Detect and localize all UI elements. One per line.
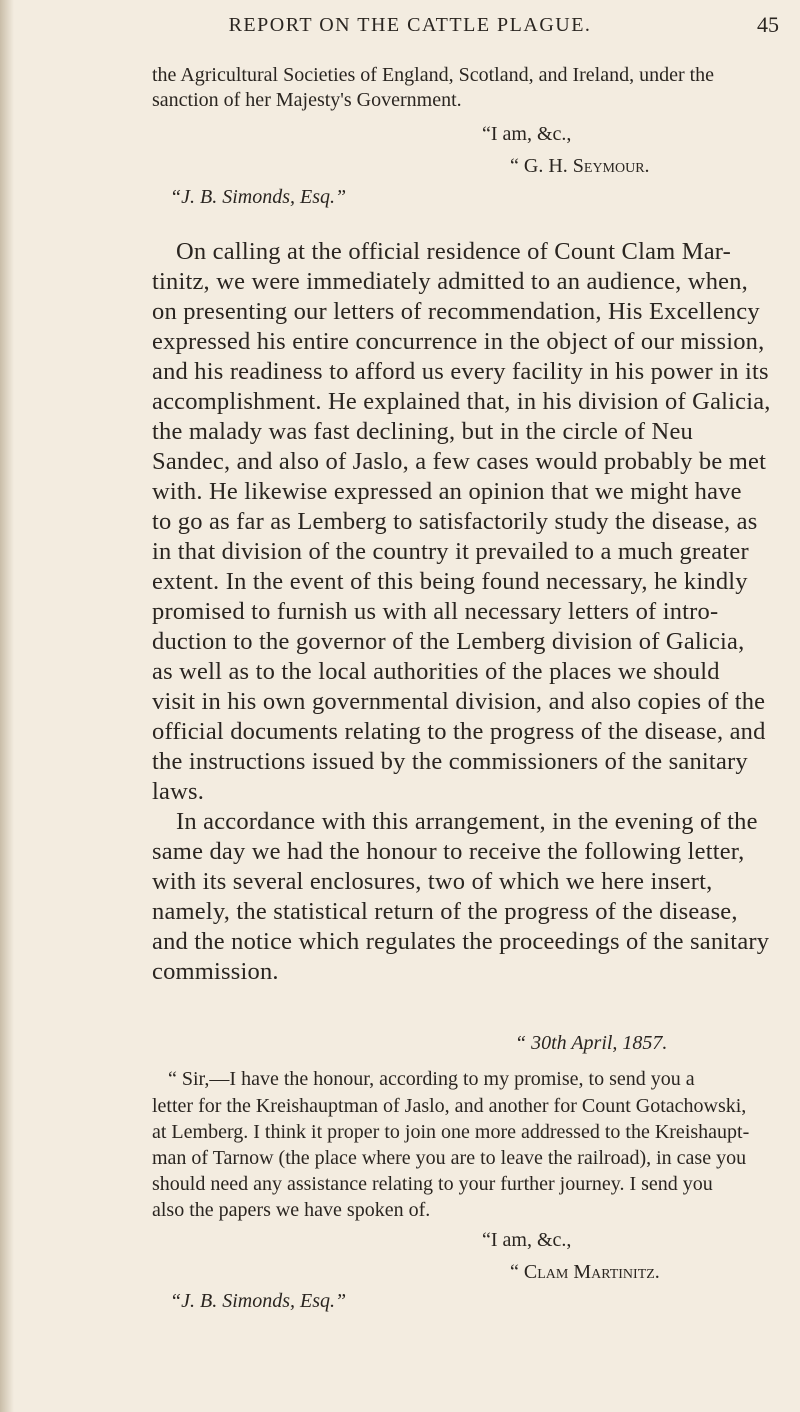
body-line: visit in his own governmental division, and also copies of the <box>152 688 766 715</box>
body-line: in that division of the country it prevailed to a much greater <box>152 538 749 565</box>
letter1-signature: “ G. H. Seymour. <box>510 155 650 177</box>
body-line: In accordance with this arrangement, in the evening of the <box>176 808 758 835</box>
letter2-line: should need any assistance relating to your further journey. I send you <box>152 1173 713 1195</box>
running-header: REPORT ON THE CATTLE PLAGUE. <box>228 14 592 36</box>
letter1-addressee: “J. B. Simonds, Esq.” <box>170 186 347 208</box>
body-line: the malady was fast declining, but in the circle of Neu <box>152 418 693 445</box>
body-line: same day we had the honour to receive the following letter, <box>152 838 745 865</box>
body-line: and the notice which regulates the proceedings of the sanitary <box>152 928 770 955</box>
letter2-closing: “I am, &c., <box>482 1229 572 1251</box>
body-line: Sandec, and also of Jaslo, a few cases would probably be met <box>152 448 767 475</box>
letter2-line: “ Sir,—I have the honour, according to my promise, to send you a <box>168 1068 695 1090</box>
letter2-signature: “ Clam Martinitz. <box>510 1261 660 1283</box>
page-number: 45 <box>757 12 779 37</box>
body-line: promised to furnish us with all necessary letters of intro- <box>152 598 719 625</box>
letter2-line: also the papers we have spoken of. <box>152 1199 431 1221</box>
body-line: commission. <box>152 958 279 985</box>
letter2-line: at Lemberg. I think it proper to join one more addressed to the Kreishaupt- <box>152 1121 750 1143</box>
letter2-line: man of Tarnow (the place where you are to leave the railroad), in case you <box>152 1147 747 1169</box>
body-line: and his readiness to afford us every facility in his power in its <box>152 358 769 385</box>
body-line: to go as far as Lemberg to satisfactorily study the disease, as <box>152 508 758 535</box>
page-gutter-shadow <box>0 0 14 1412</box>
body-line: accomplishment. He explained that, in his division of Galicia, <box>152 388 771 415</box>
letter2-addressee: “J. B. Simonds, Esq.” <box>170 1290 347 1312</box>
body-line: with. He likewise expressed an opinion that we might have <box>152 478 742 505</box>
letter2-date: “ 30th April, 1857. <box>515 1032 668 1054</box>
body-line: namely, the statistical return of the progress of the disease, <box>152 898 738 925</box>
body-line: as well as to the local authorities of the places we should <box>152 658 720 685</box>
body-line: laws. <box>152 778 205 805</box>
body-line: duction to the governor of the Lemberg division of Galicia, <box>152 628 745 655</box>
body-line: with its several enclosures, two of which we here insert, <box>152 868 713 895</box>
body-line: the instructions issued by the commissioners of the sanitary <box>152 748 748 775</box>
letter2-line: letter for the Kreishauptman of Jaslo, and another for Count Gotachowski, <box>152 1095 747 1117</box>
body-line: extent. In the event of this being found necessary, he kindly <box>152 568 748 595</box>
body-line: expressed his entire concurrence in the object of our mission, <box>152 328 765 355</box>
letter1-line: sanction of her Majesty's Government. <box>152 89 462 111</box>
letter1-line: the Agricultural Societies of England, Scotland, and Ireland, under the <box>152 64 715 86</box>
body-line: official documents relating to the progress of the disease, and <box>152 718 766 745</box>
letter1-closing: “I am, &c., <box>482 123 572 145</box>
body-line: tinitz, we were immediately admitted to an audience, when, <box>152 268 748 295</box>
body-line: On calling at the official residence of Count Clam Mar- <box>176 238 732 265</box>
body-line: on presenting our letters of recommendation, His Excellency <box>152 298 760 325</box>
